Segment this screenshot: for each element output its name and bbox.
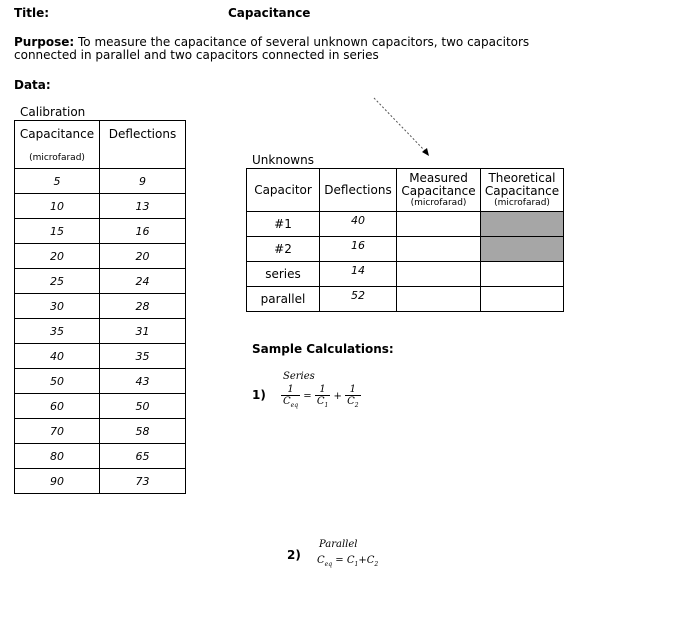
capacitance-cell: 15 <box>15 219 100 244</box>
capacitance-cell: 40 <box>15 344 100 369</box>
equation-2-number: 2) <box>287 548 301 562</box>
calibration-table <box>14 120 186 494</box>
capacitance-cell: 90 <box>15 469 100 494</box>
unknowns-table <box>246 168 564 312</box>
plus: + <box>333 391 342 402</box>
capacitance-cell: 30 <box>15 294 100 319</box>
deflections-cell: 65 <box>100 444 186 469</box>
c1: C <box>346 555 355 566</box>
header-text: Theoretical <box>488 171 556 185</box>
capacitance-cell: 50 <box>15 369 100 394</box>
measured-capacitance-cell[interactable] <box>397 237 481 262</box>
purpose-text-2: connected in parallel and two capacitors connected in series <box>14 48 379 62</box>
unknowns-row <box>247 287 564 312</box>
calibration-row <box>15 194 186 219</box>
calibration-row <box>15 369 186 394</box>
unit-text: (microfarad) <box>494 198 550 208</box>
theoretical-capacitance-cell[interactable] <box>481 212 564 237</box>
ceq: C <box>317 555 325 566</box>
capacitance-cell: 35 <box>15 319 100 344</box>
purpose-text: To measure the capacitance of several unknown capacitors, two capacitors <box>78 35 530 49</box>
deflections-cell: 20 <box>100 244 186 269</box>
capacitor-cell: series <box>247 262 320 287</box>
deflections-cell: 43 <box>100 369 186 394</box>
capacitance-cell: 5 <box>15 169 100 194</box>
sub: eq <box>290 402 299 409</box>
unknowns-row <box>247 212 564 237</box>
unit-text: (microfarad) <box>29 153 85 163</box>
numerator: 1 <box>281 384 300 396</box>
unknowns-row <box>247 237 564 262</box>
unknowns-caption: Unknowns <box>252 153 314 167</box>
deflections-cell: 24 <box>100 269 186 294</box>
calibration-row <box>15 169 186 194</box>
unknowns-header-capacitor: Capacitor <box>247 169 320 212</box>
deflections-cell: 13 <box>100 194 186 219</box>
data-label: Data: <box>14 78 51 92</box>
calibration-header-capacitance <box>15 121 100 169</box>
deflections-cell: 73 <box>100 469 186 494</box>
deflections-cell: 35 <box>100 344 186 369</box>
sample-calculations-heading: Sample Calculations: <box>252 342 394 356</box>
equals: = <box>335 555 344 566</box>
deflections-cell: 52 <box>320 287 397 312</box>
plus: + <box>358 555 367 566</box>
equals: = <box>303 391 312 402</box>
calibration-row <box>15 219 186 244</box>
deflections-cell: 58 <box>100 419 186 444</box>
unknowns-header-deflections: Deflections <box>320 169 397 212</box>
equation-1-number: 1) <box>252 388 266 402</box>
arrow-icon <box>370 94 434 160</box>
theoretical-capacitance-cell[interactable] <box>481 237 564 262</box>
header-text: Measured <box>409 171 468 185</box>
header-text: Capacitance <box>401 184 476 198</box>
capacitance-cell: 60 <box>15 394 100 419</box>
series-label: Series <box>283 371 315 382</box>
deflections-cell: 40 <box>320 212 397 237</box>
measured-capacitance-cell[interactable] <box>397 262 481 287</box>
calibration-caption: Calibration <box>20 105 86 119</box>
c2: C <box>347 396 355 407</box>
deflections-cell: 16 <box>100 219 186 244</box>
calibration-row <box>15 319 186 344</box>
capacitance-cell: 25 <box>15 269 100 294</box>
purpose-label: Purpose: <box>14 35 75 49</box>
calibration-row <box>15 269 186 294</box>
title-label: Title: <box>14 6 50 20</box>
calibration-row <box>15 419 186 444</box>
deflections-cell: 14 <box>320 262 397 287</box>
calibration-row <box>15 469 186 494</box>
capacitance-cell: 70 <box>15 419 100 444</box>
unknowns-row <box>247 262 564 287</box>
calibration-row <box>15 394 186 419</box>
calibration-row <box>15 344 186 369</box>
deflections-cell: 9 <box>100 169 186 194</box>
sub: eq <box>324 561 333 568</box>
measured-capacitance-cell[interactable] <box>397 287 481 312</box>
unknowns-header-theoretical <box>481 169 564 212</box>
parallel-label: Parallel <box>319 539 358 550</box>
capacitor-cell: parallel <box>247 287 320 312</box>
theoretical-capacitance-cell[interactable] <box>481 287 564 312</box>
deflections-cell: 50 <box>100 394 186 419</box>
header-text: Capacitance <box>484 184 560 198</box>
capacitance-cell: 20 <box>15 244 100 269</box>
sub: 1 <box>354 561 359 568</box>
sub: 2 <box>374 561 379 568</box>
deflections-cell: 16 <box>320 237 397 262</box>
unit-text: (microfarad) <box>410 198 467 208</box>
purpose <box>14 36 529 62</box>
page-title: Capacitance <box>228 6 311 20</box>
capacitor-cell: #1 <box>247 212 320 237</box>
measured-capacitance-cell[interactable] <box>397 212 481 237</box>
header-text: Capacitance <box>19 127 95 141</box>
deflections-cell: 31 <box>100 319 186 344</box>
ceq: C <box>283 396 291 407</box>
unknowns-header-measured <box>397 169 481 212</box>
parallel-equation <box>317 555 378 568</box>
numerator: 1 <box>345 384 360 396</box>
c2: C <box>366 555 375 566</box>
sub: 2 <box>354 402 359 409</box>
calibration-row <box>15 444 186 469</box>
numerator: 1 <box>315 384 330 396</box>
calibration-row <box>15 244 186 269</box>
capacitor-cell: #2 <box>247 237 320 262</box>
sub: 1 <box>324 402 329 409</box>
capacitance-cell: 10 <box>15 194 100 219</box>
calibration-row <box>15 294 186 319</box>
deflections-cell: 28 <box>100 294 186 319</box>
calibration-header-deflections: Deflections <box>100 121 186 169</box>
theoretical-capacitance-cell[interactable] <box>481 262 564 287</box>
series-equation <box>281 384 361 409</box>
capacitance-cell: 80 <box>15 444 100 469</box>
c1: C <box>316 396 325 407</box>
